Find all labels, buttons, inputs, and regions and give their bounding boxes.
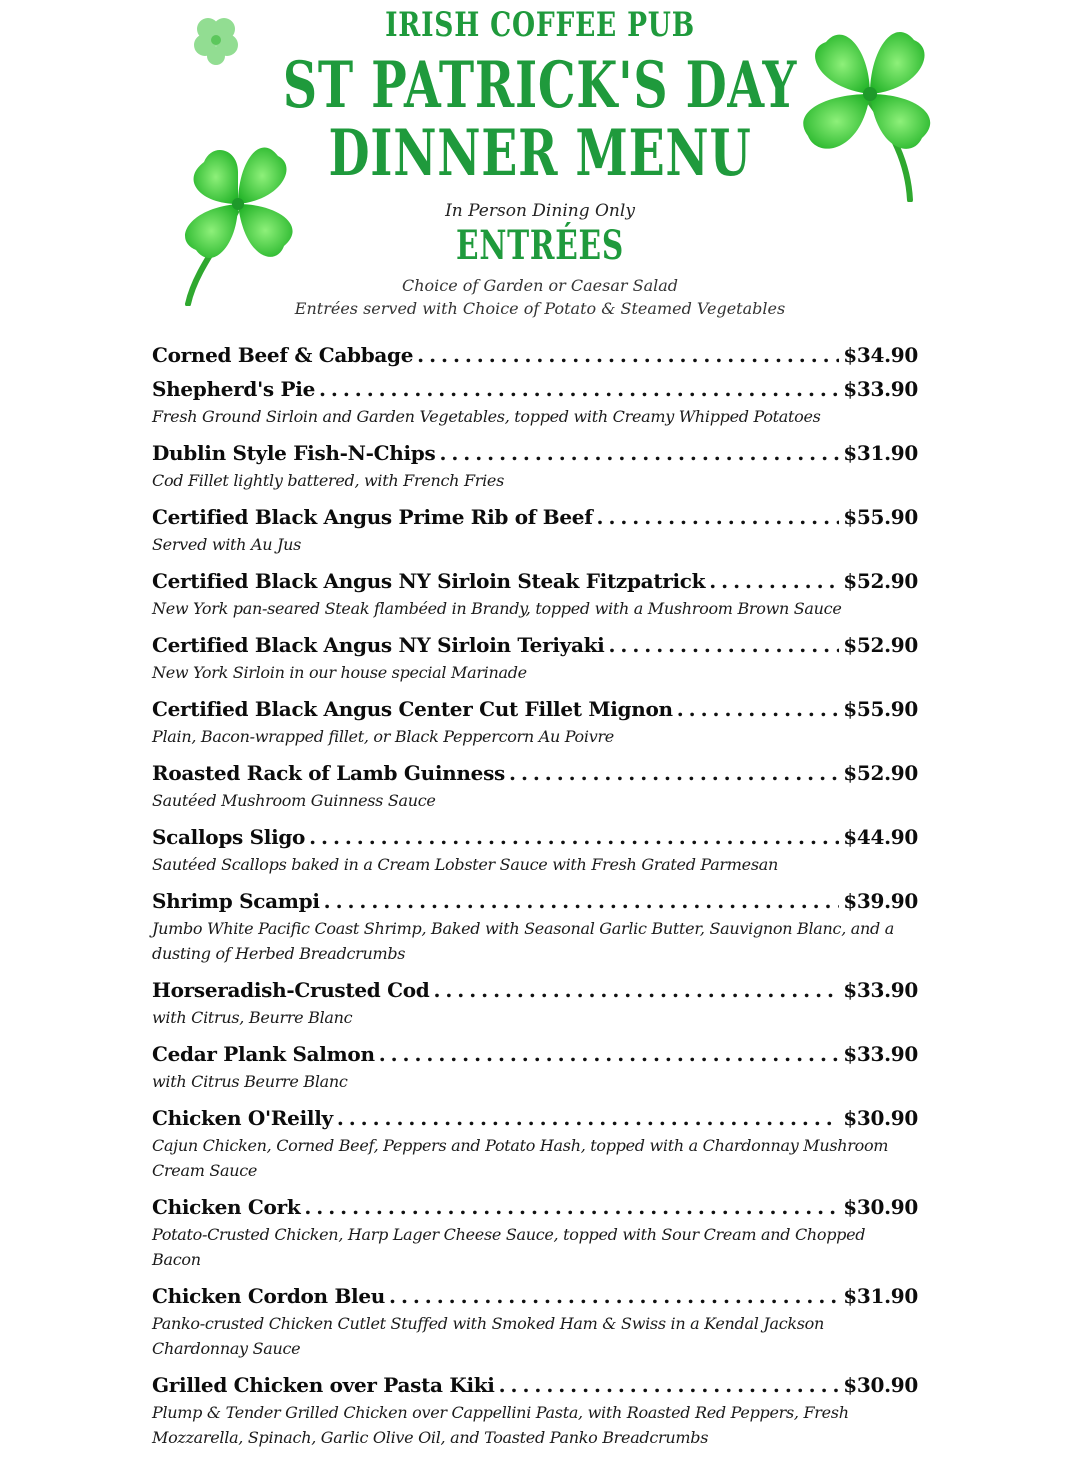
menu-item-description: Potato-Crusted Chicken, Harp Lager Cheese Sauce, topped with Sour Cream and Chopped Bacon	[152, 1225, 866, 1269]
menu-item-name: Chicken Cork	[152, 1195, 301, 1219]
menu-item-row	[152, 1370, 918, 1400]
menu-item	[152, 822, 918, 877]
dot-leader	[337, 1103, 839, 1133]
dot-leader	[597, 502, 840, 532]
dot-leader	[509, 758, 839, 788]
menu-item-price: $52.90	[843, 633, 918, 657]
salad-note: Choice of Garden or Caesar Salad	[401, 276, 679, 295]
title-line-1: ST PATRICK'S DAY	[282, 48, 798, 123]
menu-item-name: Certified Black Angus Center Cut Fillet Mignon	[152, 697, 673, 721]
dot-leader	[439, 438, 839, 468]
menu-item-price: $52.90	[843, 569, 918, 593]
menu-item-row	[152, 502, 918, 532]
menu-item	[152, 1370, 918, 1450]
menu-item	[152, 1103, 918, 1183]
menu-item-price: $39.90	[843, 889, 918, 913]
menu-item	[152, 340, 918, 370]
menu-item-price: $30.90	[843, 1373, 918, 1397]
menu-item-name: Certified Black Angus NY Sirloin Steak Fitzpatrick	[152, 569, 706, 593]
menu-item-price: $33.90	[843, 377, 918, 401]
menu-item-price: $30.90	[843, 1195, 918, 1219]
menu-item	[152, 1281, 918, 1361]
dot-leader	[499, 1370, 840, 1400]
menu-item-name: Grilled Chicken over Pasta Kiki	[152, 1373, 495, 1397]
dot-leader	[433, 975, 839, 1005]
dot-leader	[389, 1281, 839, 1311]
menu-item-price: $55.90	[843, 697, 918, 721]
menu-item-name: Shrimp Scampi	[152, 889, 320, 913]
menu-item	[152, 438, 918, 493]
menu-item-price: $34.90	[843, 343, 918, 367]
menu-item-row	[152, 438, 918, 468]
menu-item-name: Horseradish-Crusted Cod	[152, 978, 430, 1002]
menu-item	[152, 630, 918, 685]
menu-item-row	[152, 1281, 918, 1311]
menu-item	[152, 1192, 918, 1272]
menu-item	[152, 758, 918, 813]
menu-item-row	[152, 566, 918, 596]
menu-item-price: $33.90	[843, 978, 918, 1002]
menu-item	[152, 1039, 918, 1094]
menu-item-description: Plain, Bacon-wrapped fillet, or Black Peppercorn Au Poivre	[152, 727, 614, 746]
menu-item-description: Cajun Chicken, Corned Beef, Peppers and Potato Hash, topped with a Chardonnay Mushroom Cream Sauce	[152, 1136, 889, 1180]
pub-name: IRISH COFFEE PUB	[385, 5, 695, 45]
menu-item-row	[152, 374, 918, 404]
menu-item-description: Jumbo White Pacific Coast Shrimp, Baked with Seasonal Garlic Butter, Sauvignon Blanc, and a dusting of Herbed Breadcrumbs	[152, 919, 894, 963]
dot-leader	[304, 1192, 839, 1222]
menu-item-price: $55.90	[843, 505, 918, 529]
menu-item-description: Panko-crusted Chicken Cutlet Stuffed with Smoked Ham & Swiss in a Kendal Jackson Chardonnay Sauce	[152, 1314, 824, 1358]
dot-leader	[608, 630, 839, 660]
section-title: ENTRÉES	[456, 222, 624, 269]
menu-item-name: Cedar Plank Salmon	[152, 1042, 375, 1066]
dot-leader	[319, 374, 839, 404]
menu-item-row	[152, 1103, 918, 1133]
menu-item-row	[152, 694, 918, 724]
sides-note: Entrées served with Choice of Potato & Steamed Vegetables	[294, 299, 786, 318]
dot-leader	[417, 340, 839, 370]
menu-item-price: $30.90	[843, 1106, 918, 1130]
dot-leader	[324, 886, 840, 916]
menu-item-description: with Citrus, Beurre Blanc	[152, 1008, 353, 1027]
dot-leader	[677, 694, 840, 724]
menu-item-row	[152, 1039, 918, 1069]
menu-item-description: New York Sirloin in our house special Marinade	[152, 663, 527, 682]
menu-item-row	[152, 758, 918, 788]
menu-list	[152, 340, 918, 1459]
menu-item-row	[152, 822, 918, 852]
dining-note: In Person Dining Only	[445, 201, 635, 221]
dot-leader	[379, 1039, 840, 1069]
menu-item-description: Served with Au Jus	[152, 535, 302, 554]
menu-item-name: Corned Beef & Cabbage	[152, 343, 414, 367]
menu-item-name: Scallops Sligo	[152, 825, 306, 849]
menu-item-row	[152, 975, 918, 1005]
menu-item-name: Dublin Style Fish-N-Chips	[152, 441, 436, 465]
menu-item-name: Shepherd's Pie	[152, 377, 315, 401]
menu-item-description: Cod Fillet lightly battered, with French Fries	[152, 471, 504, 490]
menu-item-description: New York pan-seared Steak flambéed in Brandy, topped with a Mushroom Brown Sauce	[152, 599, 842, 618]
menu-item-description: Plump & Tender Grilled Chicken over Cappellini Pasta, with Roasted Red Peppers, Fresh Mozzarella, Spinach, Garlic Olive Oil, and Toasted Panko Breadcrumbs	[152, 1403, 849, 1447]
dot-leader	[709, 566, 839, 596]
menu-item-price: $31.90	[843, 441, 918, 465]
menu-item	[152, 502, 918, 557]
menu-item-price: $33.90	[843, 1042, 918, 1066]
menu-item	[152, 975, 918, 1030]
menu-item-name: Roasted Rack of Lamb Guinness	[152, 761, 506, 785]
menu-item	[152, 886, 918, 966]
menu-item-description: Sautéed Mushroom Guinness Sauce	[152, 791, 436, 810]
menu-item-price: $52.90	[843, 761, 918, 785]
menu-item-row	[152, 1192, 918, 1222]
menu-item-name: Chicken O'Reilly	[152, 1106, 333, 1130]
dot-leader	[309, 822, 839, 852]
menu-item-row	[152, 340, 918, 370]
menu-item	[152, 566, 918, 621]
menu-item-name: Chicken Cordon Bleu	[152, 1284, 386, 1308]
menu-item-description: with Citrus Beurre Blanc	[152, 1072, 348, 1091]
title-line-2: DINNER MENU	[328, 116, 752, 191]
menu-item-name: Certified Black Angus Prime Rib of Beef	[152, 505, 593, 529]
menu-item-row	[152, 630, 918, 660]
menu-item-description: Fresh Ground Sirloin and Garden Vegetables, topped with Creamy Whipped Potatoes	[152, 407, 821, 426]
menu-item-row	[152, 886, 918, 916]
menu-item	[152, 694, 918, 749]
menu-item-price: $44.90	[843, 825, 918, 849]
menu-item-description: Sautéed Scallops baked in a Cream Lobster Sauce with Fresh Grated Parmesan	[152, 855, 778, 874]
menu-item	[152, 374, 918, 429]
menu-item-name: Certified Black Angus NY Sirloin Teriyaki	[152, 633, 605, 657]
menu-item-price: $31.90	[843, 1284, 918, 1308]
